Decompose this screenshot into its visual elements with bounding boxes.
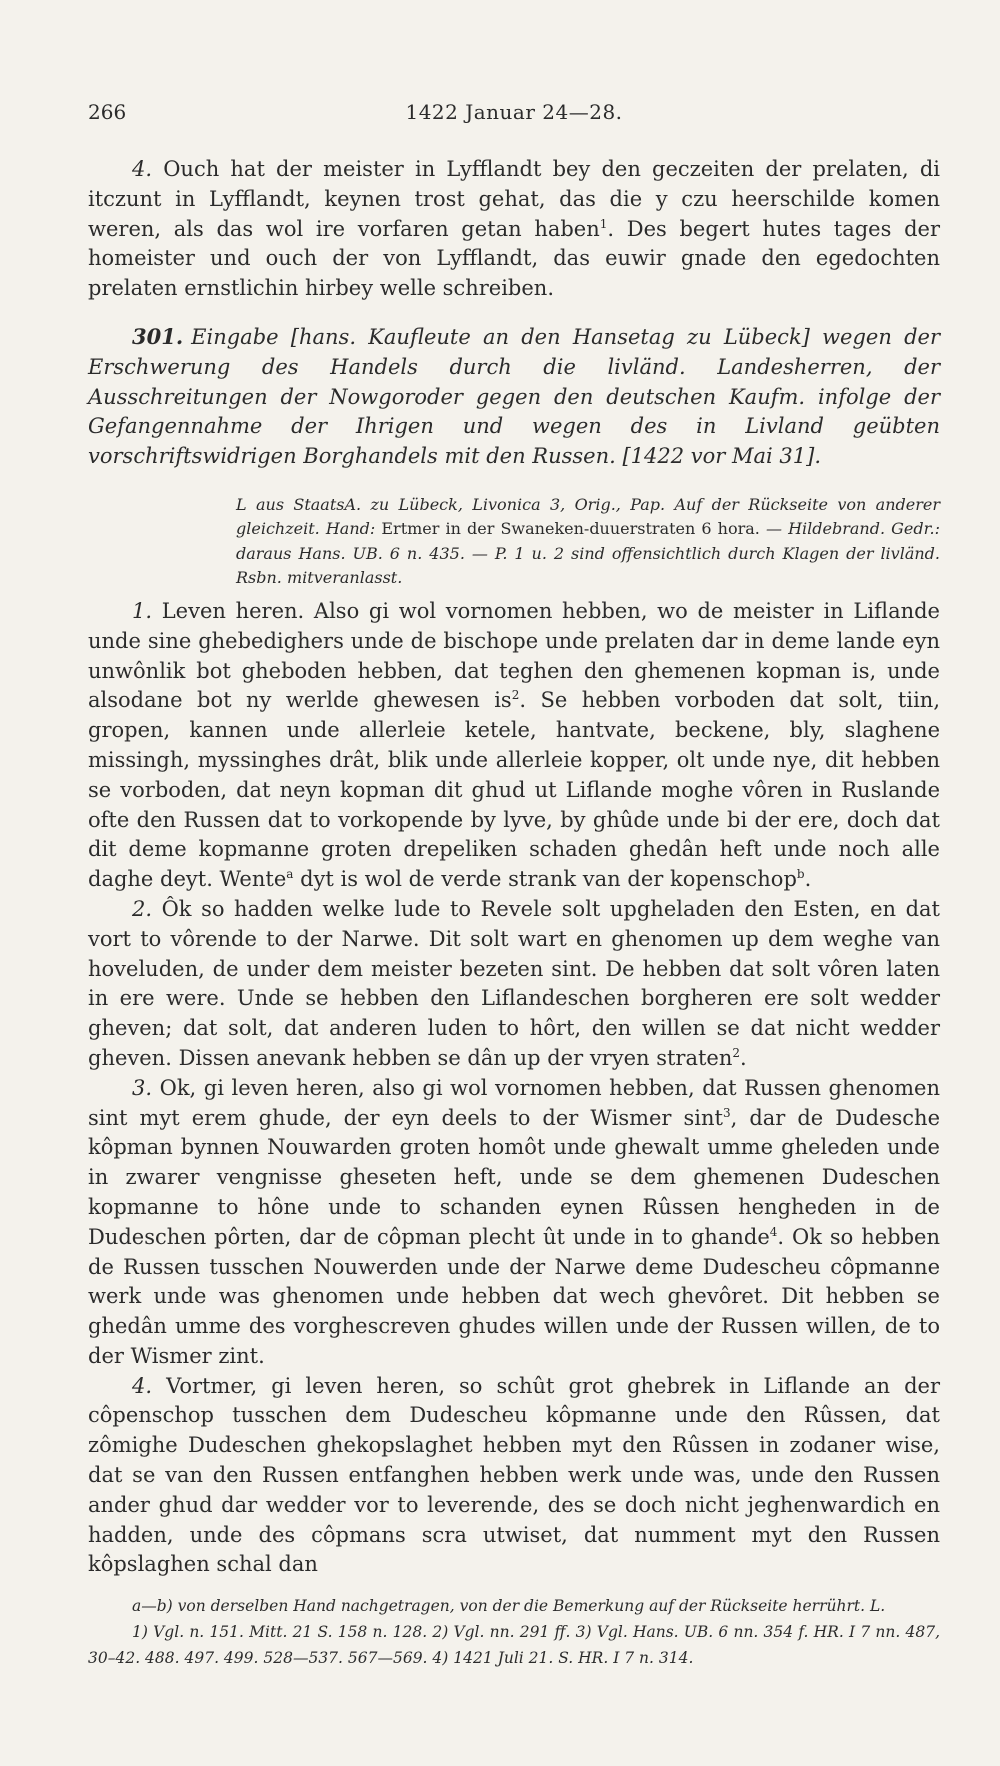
- paragraph-3: [88, 1074, 940, 1372]
- footnote-marker: b: [796, 867, 805, 882]
- paragraph-text: . Se hebben vorboden dat solt, tiin, gropen, kannen unde allerleie ketele, hantvate, beckene, bly, slaghene missingh, myssinghes drât, blik unde allerleie kopper, olt unde nye, dit hebben se vorboden, dat neyn kopman dit ghud ut Liflande moghe vôren in Ruslande ofte den Russen dat to vorkopende by lyve, by ghûde unde bi der ere, doch dat dit deme kopmanne groten drepeliken schaden ghedân heft unde noch alle daghe deyt. Wente: [88, 688, 940, 892]
- footnote-marker: 4: [769, 1224, 778, 1239]
- paragraph-number: 4.: [132, 157, 153, 181]
- paragraph-2: [88, 895, 940, 1074]
- paragraph-text: Ôk so hadden welke lude to Revele solt upgheladen den Esten, en dat vort to vôrende to der Narwe. Dit solt wart en ghenomen up dem weghe van hoveluden, de under dem meister bezeten sint. De hebben dat solt vôren laten in ere were. Unde se hebben den Liflandeschen borgheren ere solt wedder gheven; dat solt, dat anderen luden to hôrt, den willen se dat nicht wedder gheven. Dissen anevank hebben se dân up der vryen straten: [88, 896, 940, 1070]
- document-number: 301.: [132, 323, 184, 349]
- page-header: [88, 100, 940, 132]
- footnote-marker: a: [286, 867, 294, 882]
- footnote-marker: 3: [722, 1105, 731, 1120]
- source-note-quote: Ertmer in der Swaneken-duuerstraten 6 hora.: [381, 519, 760, 539]
- paragraph-text: , dar de Dudesche kôpman bynnen Nouwarden groten homôt unde ghewalt umme gheleden unde in zwarer vengnisse gheseten heft, unde se dem ghemenen Dudeschen kopmanne to hône unde to schanden eynen Rûssen hengheden in de Dudeschen pôrten, dar de côpman plecht ût unde in to ghande: [88, 1105, 940, 1249]
- paragraph-text: .: [740, 1045, 747, 1070]
- paragraph-4: [88, 1372, 940, 1581]
- paragraph-number: 4.: [132, 1373, 153, 1398]
- footnotes: [88, 1593, 940, 1671]
- paragraph-number: 3.: [132, 1075, 153, 1100]
- paragraph-text: Ouch hat der meister in Lyfflandt bey den geczeiten der prelaten, di itczunt in Lyfflandt, keynen trost gehat, das die y czu heerschilde komen weren, als das wol ire vorfaren getan haben: [88, 157, 940, 241]
- intro-paragraph: [88, 155, 940, 304]
- footnote-references: 1) Vgl. n. 151. Mitt. 21 S. 158 n. 128. 2) Vgl. nn. 291 ff. 3) Vgl. Hans. UB. 6 nn. 354 f. HR. I 7 nn. 487, 30–42. 488. 497. 499. 528—537. 567—569. 4) 1421 Juli 21. S. HR. I 7 n. 314.: [88, 1623, 940, 1667]
- paragraph-text: Vortmer, gi leven heren, so schût grot ghebrek in Liflande an der côpenschop tusschen dem Dudescheu kôpmanne unde den Rûssen, dat zômighe Dudeschen ghekopslaghet hebben myt den Rûssen in zodaner wise, dat se van den Russen entfanghen hebben werk unde was, unde den Russen ander ghud dar wedder vor to leverende, des se doch nicht jeghenwardich en hadden, unde des côpmans scra utwiset, dat numment myt den Russen kôpslaghen schal dan: [88, 1373, 940, 1577]
- paragraph-text: . Ok so hebben de Russen tusschen Nouwerden unde der Narwe deme Dudescheu côpmanne werk unde was ghenomen unde hebben dat wech ghevôret. Dit hebben se ghedân umme des vorghescreven ghudes willen unde der Russen willen, de to der Wismer zint.: [88, 1224, 940, 1368]
- source-note: [236, 493, 940, 591]
- document-heading: [88, 322, 940, 472]
- paragraph-number: 2.: [132, 896, 153, 921]
- paragraph-text: Leven heren. Also gi wol vornomen hebben, wo de meister in Liflande unde sine ghebedighers unde de bischope unde prelaten dar in deme lande eyn unwônlik bot gheboden hebben, dat teghen den ghemenen kopman is, unde alsodane bot ny werlde ghewesen is: [88, 598, 940, 713]
- source-note-text: — Hildebrand. Gedr.: daraus Hans. UB. 6 n. 435. — P. 1 u. 2 sind offensichtlich durch Klagen der livländ. Rsbn. mitveranlasst.: [236, 519, 940, 588]
- footnote-marker: 2: [732, 1045, 741, 1060]
- running-title: 1422 Januar 24—28.: [405, 100, 623, 124]
- paragraph-text: . Des begert hutes tages der homeister und ouch der von Lyfflandt, das euwir gnade den egedochten prelaten ernstlichin hirbey welle schreiben.: [88, 216, 940, 301]
- main-text: [88, 155, 940, 1580]
- footnote-marker: 1: [599, 216, 608, 231]
- paragraph-text: dyt is wol de verde strank van der kopenschop: [293, 867, 797, 892]
- source-note-text: L aus StaatsA. zu Lübeck, Livonica 3, Orig., Pap. Auf der Rückseite von anderer gleichzeit. Hand:: [236, 494, 940, 539]
- paragraph-text: Ok, gi leven heren, also gi wol vornomen hebben, dat Russen ghenomen sint myt erem ghude, der eyn deels to der Wismer sint: [88, 1075, 940, 1130]
- footnote-marker: 2: [511, 688, 520, 703]
- page-number: 266: [88, 100, 127, 124]
- paragraph-number: 1.: [132, 598, 153, 623]
- paragraph-text: .: [804, 867, 812, 892]
- footnote-a-b: a—b) von derselben Hand nachgetragen, von der die Bemerkung auf der Rückseite herrührt. L.: [132, 1597, 886, 1615]
- paragraph-1: [88, 597, 940, 895]
- document-summary: Eingabe [hans. Kaufleute an den Hansetag zu Lübeck] wegen der Erschwerung des Handels durch die livländ. Landesherren, der Ausschreitungen der Nowgoroder gegen den deutschen Kaufm. infolge der Gefangennahme der Ihrigen und wegen des in Livland geübten vorschriftswidrigen Borghandels mit den Russen. [1422 vor Mai 31].: [88, 324, 940, 469]
